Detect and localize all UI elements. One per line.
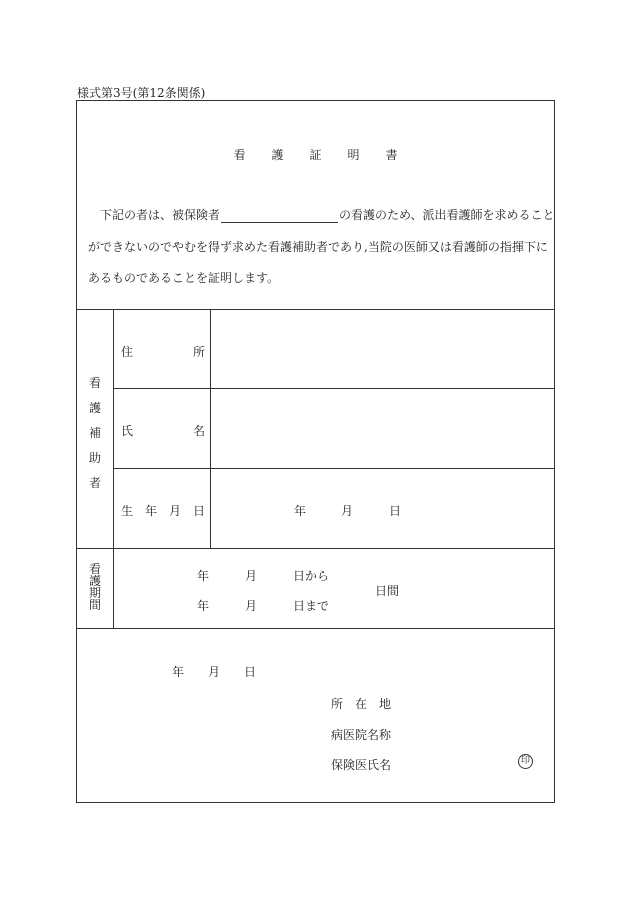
statement-text: 下記の者は、被保険者	[100, 208, 221, 222]
title-char: 明	[347, 148, 360, 162]
dob-label-3: 月	[169, 504, 182, 518]
period-from-month: 月	[245, 569, 258, 583]
period-heading	[88, 563, 102, 611]
dob-label-2: 年	[145, 504, 158, 518]
divider-statement	[76, 309, 555, 310]
period-to-month: 月	[245, 599, 258, 613]
title-char: 護	[271, 148, 284, 162]
heading-char: 護	[88, 401, 101, 415]
insured-person-blank	[221, 210, 338, 223]
hospital-name-label: 病医院名称	[331, 728, 392, 742]
address-label-2: 所	[193, 345, 206, 359]
heading-char: 看	[88, 376, 101, 390]
address-label-1: 住	[121, 345, 134, 359]
heading-char: 者	[88, 476, 101, 490]
period-from-day: 日から	[293, 569, 330, 583]
title-char: 証	[309, 148, 322, 162]
dob-year: 年	[294, 504, 307, 518]
heading-char: 補	[88, 426, 101, 440]
heading-char: 期	[88, 586, 101, 600]
dob-label-1: 生	[121, 504, 134, 518]
dob-label-4: 日	[193, 504, 206, 518]
period-to-day: 日まで	[293, 599, 330, 613]
statement-text: の看護のため、派出看護師を求めること	[339, 208, 555, 222]
certificate-title	[76, 146, 555, 163]
divider-address	[113, 388, 555, 389]
divider-period	[76, 628, 555, 629]
form-number-label: 様式第3号(第12条関係)	[77, 86, 206, 100]
heading-char: 間	[88, 598, 101, 612]
certification-month: 月	[208, 665, 221, 679]
divider-name	[113, 468, 555, 469]
period-from-year: 年	[197, 569, 210, 583]
assistant-heading	[88, 371, 102, 496]
label-column-rule	[210, 309, 211, 548]
assistant-heading-rule	[113, 309, 114, 628]
certification-year: 年	[172, 665, 185, 679]
statement-line-2: ができないのでやむを得ず求めた看護補助者であり,当院の医師又は看護師の指揮下に	[88, 240, 548, 254]
location-label: 所 在 地	[331, 697, 392, 711]
doctor-name-label: 保険医氏名	[331, 758, 392, 772]
divider-assistant	[76, 548, 555, 549]
heading-char: 看	[88, 562, 101, 576]
heading-char: 護	[88, 574, 101, 588]
certification-day: 日	[244, 665, 257, 679]
title-char: 看	[233, 148, 246, 162]
name-label-1: 氏	[121, 424, 134, 438]
name-label-2: 名	[193, 424, 206, 438]
dob-day: 日	[389, 504, 402, 518]
statement-line-1	[100, 206, 555, 223]
heading-char: 助	[88, 451, 101, 465]
period-days: 日間	[375, 584, 400, 598]
statement-line-3: あるものであることを証明します。	[88, 271, 280, 285]
title-char: 書	[385, 148, 398, 162]
period-to-year: 年	[197, 599, 210, 613]
seal-mark: 印	[518, 754, 533, 769]
dob-month: 月	[341, 504, 354, 518]
